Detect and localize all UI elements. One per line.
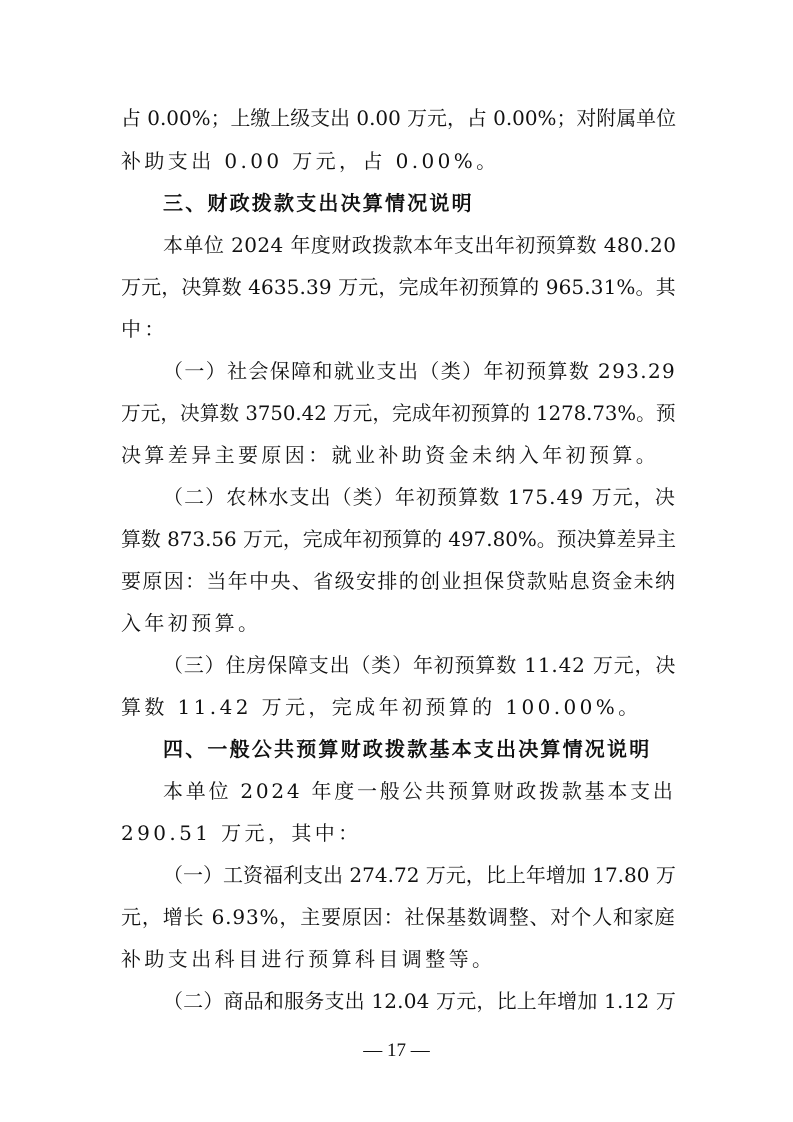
body-text-line: 中： — [121, 317, 168, 341]
body-text-line: 290.51 万元，其中： — [121, 821, 362, 845]
body-text-line: （二）商品和服务支出 12.04 万元，比上年增加 1.12 万 — [163, 989, 677, 1013]
page-number: — 17 — — [363, 1040, 430, 1061]
body-text-line: 算数 873.56 万元，完成年初预算的 497.80%。预决算差异主 — [121, 527, 677, 551]
body-text-line: 补助支出科目进行预算科目调整等。 — [121, 947, 496, 971]
body-text-line: 决算差异主要原因：就业补助资金未纳入年初预算。 — [121, 443, 660, 467]
body-text-line: （一）社会保障和就业支出（类）年初预算数 293.29 — [163, 359, 677, 383]
body-text-line: 本单位 2024 年度财政拨款本年支出年初预算数 480.20 — [163, 233, 677, 257]
body-text-line: 万元，决算数 3750.42 万元，完成年初预算的 1278.73%。预 — [121, 401, 676, 425]
body-text-line: 万元，决算数 4635.39 万元，完成年初预算的 965.31%。其 — [121, 275, 676, 299]
body-text-line: （三）住房保障支出（类）年初预算数 11.42 万元，决 — [163, 653, 677, 677]
body-text-line: 补助支出 0.00 万元，占 0.00%。 — [121, 149, 500, 173]
body-text-line: 入年初预算。 — [121, 611, 262, 635]
body-text-line: （一）工资福利支出 274.72 万元，比上年增加 17.80 万 — [163, 863, 676, 887]
body-text-line: 元，增长 6.93%，主要原因：社保基数调整、对个人和家庭 — [121, 905, 676, 929]
section-heading: 四、一般公共预算财政拨款基本支出决算情况说明 — [163, 737, 652, 761]
body-text-line: 要原因：当年中央、省级安排的创业担保贷款贴息资金未纳 — [121, 569, 677, 593]
body-text-line: 算数 11.42 万元，完成年初预算的 100.00%。 — [121, 695, 642, 719]
body-text-line: （二）农林水支出（类）年初预算数 175.49 万元，决 — [163, 485, 676, 509]
body-text-line: 本单位 2024 年度一般公共预算财政拨款基本支出 — [163, 779, 676, 803]
body-text-line: 占 0.00%；上缴上级支出 0.00 万元，占 0.00%；对附属单位 — [121, 106, 677, 130]
section-heading: 三、财政拨款支出决算情况说明 — [163, 191, 474, 215]
